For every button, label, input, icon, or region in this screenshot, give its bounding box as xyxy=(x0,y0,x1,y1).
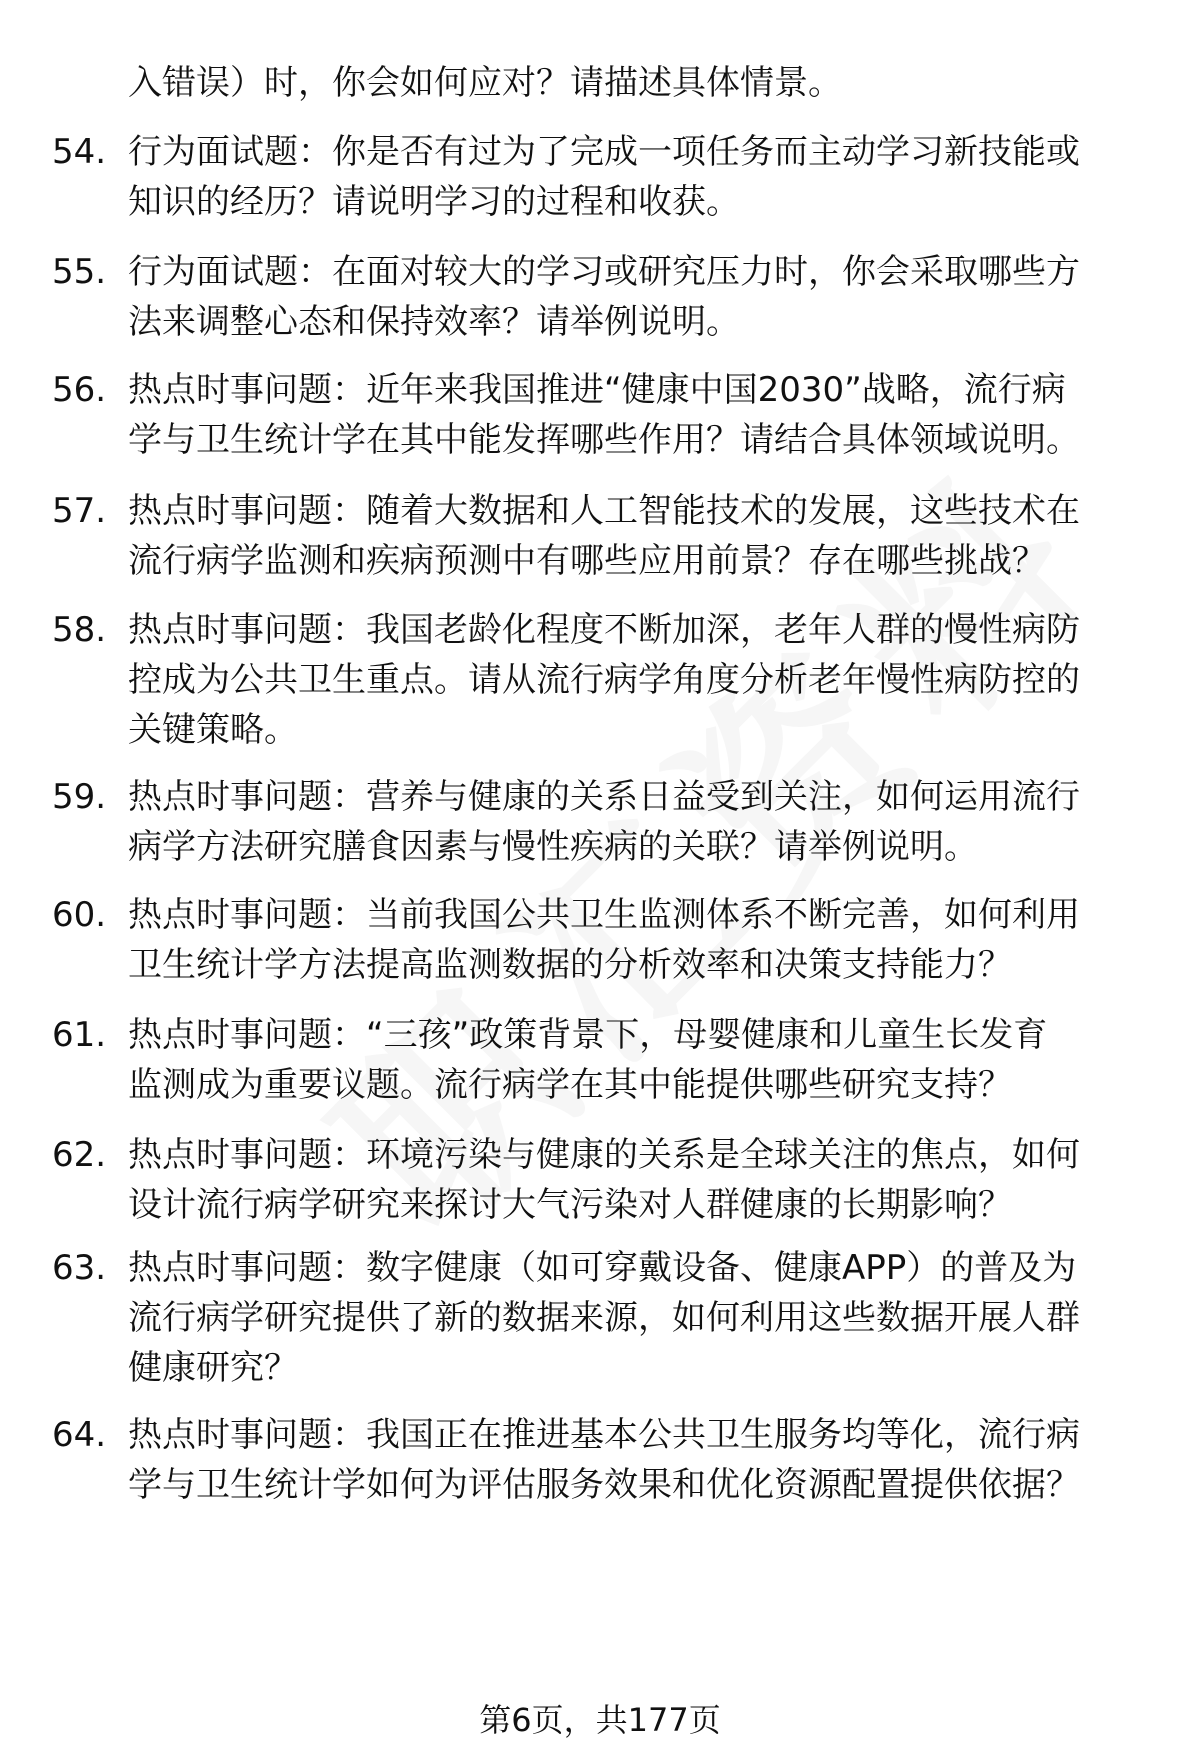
page-footer: 第6页，共177页 xyxy=(479,1701,721,1739)
question-line: 热点时事问题：“三孩”政策背景下，母婴健康和儿童生长发育 xyxy=(128,1015,1048,1055)
question-number: 54. xyxy=(52,132,107,172)
question-number: 55. xyxy=(52,252,107,292)
question-line: 卫生统计学方法提高监测数据的分析效率和决策支持能力？ xyxy=(128,945,1012,985)
question-text xyxy=(128,1010,1148,1110)
question-text xyxy=(128,247,1148,347)
question-line: 流行病学研究提供了新的数据来源，如何利用这些数据开展人群 xyxy=(128,1298,1080,1338)
question-number: 63. xyxy=(52,1248,107,1288)
question-number: 57. xyxy=(52,491,107,531)
question-line: 知识的经历？请说明学习的过程和收获。 xyxy=(128,182,740,222)
question-text xyxy=(128,486,1148,586)
question-text xyxy=(128,605,1148,755)
question-number: 56. xyxy=(52,370,107,410)
question-text xyxy=(128,890,1148,990)
question-line: 学与卫生统计学如何为评估服务效果和优化资源配置提供依据？ xyxy=(128,1465,1080,1505)
question-number: 64. xyxy=(52,1415,107,1455)
question-line: 入错误）时，你会如何应对？请描述具体情景。 xyxy=(128,63,842,103)
question-number: 61. xyxy=(52,1015,107,1055)
question-line: 行为面试题：你是否有过为了完成一项任务而主动学习新技能或 xyxy=(128,132,1080,172)
question-line: 行为面试题：在面对较大的学习或研究压力时，你会采取哪些方 xyxy=(128,252,1080,292)
question-line: 设计流行病学研究来探讨大气污染对人群健康的长期影响？ xyxy=(128,1185,1012,1225)
question-text xyxy=(128,1410,1148,1510)
question-line: 热点时事问题：近年来我国推进“健康中国2030”战略，流行病 xyxy=(128,370,1066,410)
question-text xyxy=(128,127,1148,227)
question-line: 热点时事问题：我国正在推进基本公共卫生服务均等化，流行病 xyxy=(128,1415,1080,1455)
question-text xyxy=(128,1243,1148,1393)
question-number: 59. xyxy=(52,777,107,817)
question-line: 病学方法研究膳食因素与慢性疾病的关联？请举例说明。 xyxy=(128,827,978,867)
question-line: 热点时事问题：随着大数据和人工智能技术的发展，这些技术在 xyxy=(128,491,1080,531)
question-line: 热点时事问题：我国老龄化程度不断加深，老年人群的慢性病防 xyxy=(128,610,1080,650)
question-line: 热点时事问题：当前我国公共卫生监测体系不断完善，如何利用 xyxy=(128,895,1080,935)
question-number: 62. xyxy=(52,1135,107,1175)
question-line: 健康研究？ xyxy=(128,1348,298,1388)
question-line: 热点时事问题：营养与健康的关系日益受到关注，如何运用流行 xyxy=(128,777,1080,817)
question-line: 关键策略。 xyxy=(128,710,298,750)
question-line: 学与卫生统计学在其中能发挥哪些作用？请结合具体领域说明。 xyxy=(128,420,1080,460)
question-number: 60. xyxy=(52,895,107,935)
question-text xyxy=(128,365,1148,465)
question-line: 法来调整心态和保持效率？请举例说明。 xyxy=(128,302,740,342)
question-line: 流行病学监测和疾病预测中有哪些应用前景？存在哪些挑战？ xyxy=(128,541,1046,581)
question-line: 热点时事问题：环境污染与健康的关系是全球关注的焦点，如何 xyxy=(128,1135,1080,1175)
question-text xyxy=(128,58,1148,108)
question-number: 58. xyxy=(52,610,107,650)
question-line: 监测成为重要议题。流行病学在其中能提供哪些研究支持？ xyxy=(128,1065,1012,1105)
question-line: 热点时事问题：数字健康（如可穿戴设备、健康APP）的普及为 xyxy=(128,1248,1077,1288)
question-text xyxy=(128,1130,1148,1230)
question-text xyxy=(128,772,1148,872)
question-line: 控成为公共卫生重点。请从流行病学角度分析老年慢性病防控的 xyxy=(128,660,1080,700)
